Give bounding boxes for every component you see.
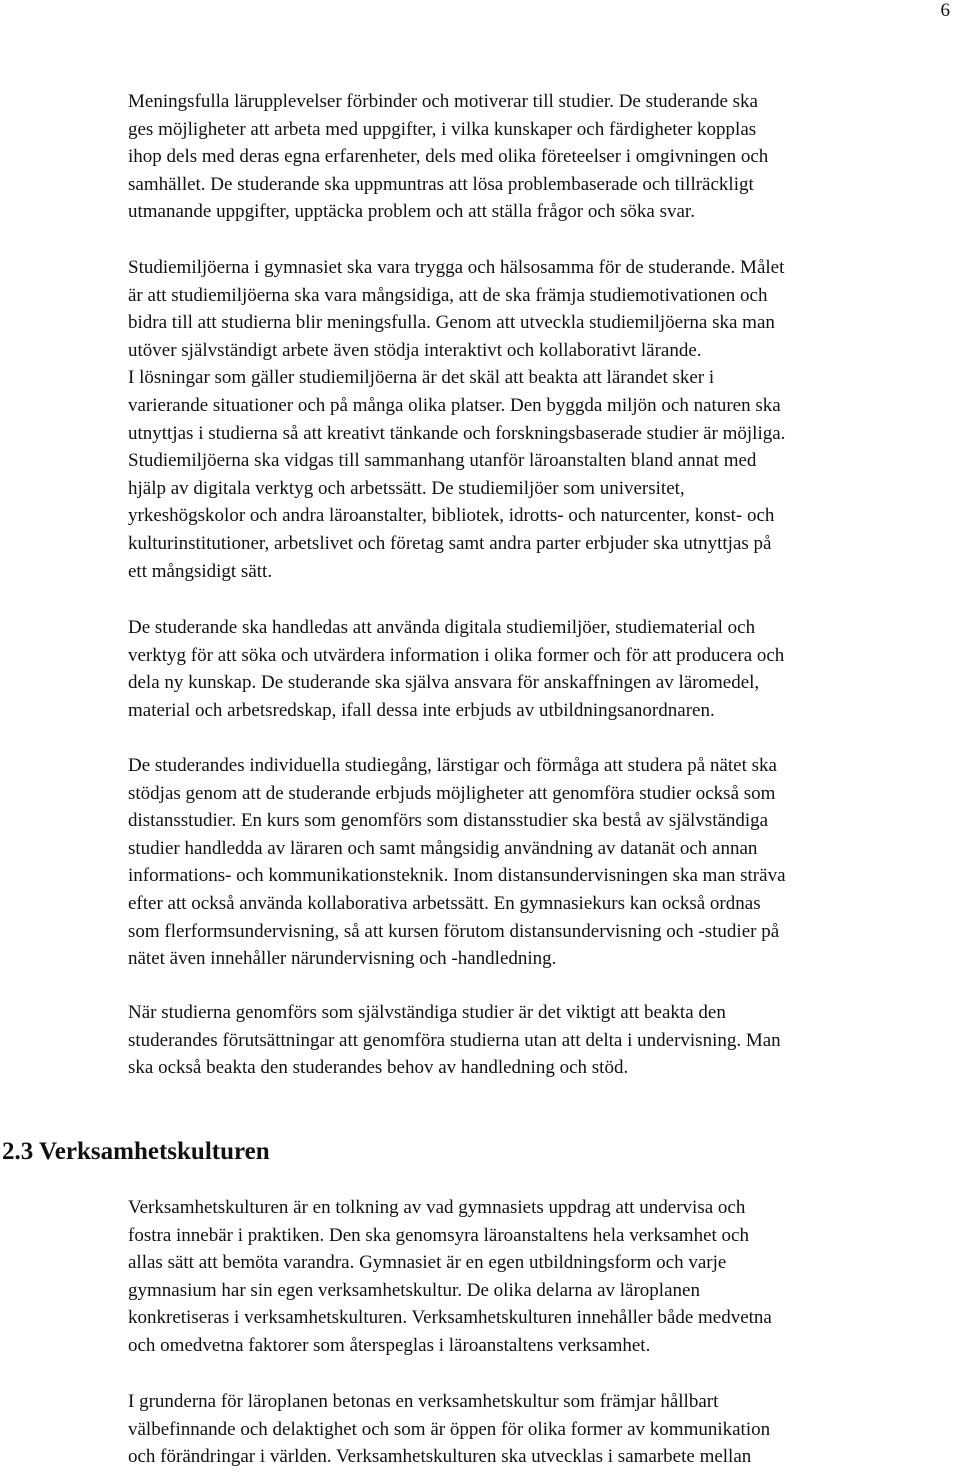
text-line: studerandes förutsättningar att genomföra studierna utan att delta i undervisning. Man: [128, 1029, 781, 1051]
text-line: samhället. De studerande ska uppmuntras att lösa problembaserade och tillräckligt: [128, 173, 754, 195]
paragraph-verksamhetskulturen: [128, 1194, 958, 1360]
text-line: varierande situationer och på många olika platser. Den byggda miljön och naturen ska: [128, 394, 781, 416]
paragraph-sjalvstandiga-studier: [128, 999, 958, 1082]
text-line: och omedvetna faktorer som återspeglas i läroanstaltens verksamhet.: [128, 1334, 651, 1356]
text-line: nätet även innehåller närundervisning och -handledning.: [128, 948, 557, 970]
paragraph-grunderna: [128, 1388, 958, 1471]
text-line: dela ny kunskap. De studerande ska själva ansvara för anskaffningen av läromedel,: [128, 672, 760, 694]
text-line: ges möjligheter att arbeta med uppgifter, i vilka kunskaper och färdigheter kopplas: [128, 118, 757, 140]
text-line: yrkeshögskolor och andra läroanstalter, bibliotek, idrotts- och naturcenter, konst- och: [128, 505, 775, 527]
text-line: utöver självständigt arbete även stödja interaktivt och kollaborativt lärande.: [128, 339, 702, 361]
text-line: är att studiemiljöerna ska vara mångsidiga, att de ska främja studiemotivationen och: [128, 284, 768, 306]
text-line: Studiemiljöerna i gymnasiet ska vara trygga och hälsosamma för de studerande. Målet: [128, 257, 785, 278]
paragraph-studiemiljoerna: [128, 254, 958, 585]
text-line: välbefinnande och delaktighet och som är öppen för olika former av kommunikation: [128, 1418, 771, 1440]
text-line: som flerformsundervisning, så att kursen förutom distansundervisning och -studier på: [128, 920, 780, 942]
text-line: ska också beakta den studerandes behov av handledning och stöd.: [128, 1057, 629, 1079]
text-line: konkretiseras i verksamhetskulturen. Verksamhetskulturen innehåller både medvetna: [128, 1307, 772, 1329]
text-line: Verksamhetskulturen är en tolkning av vad gymnasiets uppdrag att undervisa och: [128, 1197, 746, 1218]
text-line: ett mångsidigt sätt.: [128, 560, 273, 582]
text-line: och förändringar i världen. Verksamhetskulturen ska utvecklas i samarbete mellan: [128, 1446, 752, 1468]
text-line: distansstudier. En kurs som genomförs som distansstudier ska bestå av självständiga: [128, 810, 769, 832]
text-line: stödjas genom att de studerande erbjuds möjligheter att genomföra studier också som: [128, 782, 776, 804]
text-line: fostra innebär i praktiken. Den ska genomsyra läroanstaltens hela verksamhet och: [128, 1224, 749, 1246]
text-line: allas sätt att bemöta varandra. Gymnasiet är en egen utbildningsform och varje: [128, 1252, 727, 1274]
paragraph-distansstudier: [128, 752, 958, 973]
text-line: bidra till att studierna blir meningsfulla. Genom att utveckla studiemiljöerna ska man: [128, 312, 775, 334]
paragraph-digitala-studiemiljoer: [128, 614, 958, 724]
text-line: ihop dels med deras egna erfarenheter, dels med olika företeelser i omgivningen och: [128, 146, 769, 168]
text-line: hjälp av digitala verktyg och arbetssätt. De studiemiljöer som universitet,: [128, 477, 685, 499]
text-line: efter att också använda kollaborativa arbetssätt. En gymnasiekurs kan också ordnas: [128, 892, 761, 914]
page-number: 6: [940, 0, 950, 21]
section-heading: 2.3 Verksamhetskulturen: [2, 1138, 270, 1165]
text-line: material och arbetsredskap, ifall dessa inte erbjuds av utbildningsanordnaren.: [128, 699, 715, 721]
text-line: De studerande ska handledas att använda digitala studiemiljöer, studiematerial och: [128, 617, 756, 638]
text-line: Studiemiljöerna ska vidgas till sammanhang utanför läroanstalten bland annat med: [128, 450, 757, 472]
text-line: studier handledda av läraren och samt mångsidig användning av datanät och annan: [128, 837, 758, 859]
text-line: utmanande uppgifter, upptäcka problem och att ställa frågor och söka svar.: [128, 201, 695, 223]
text-line: verktyg för att söka och utvärdera information i olika former och för att producera och: [128, 644, 785, 666]
text-line: I grunderna för läroplanen betonas en verksamhetskultur som främjar hållbart: [128, 1391, 719, 1412]
text-line: I lösningar som gäller studiemiljöerna är det skäl att beakta att lärandet sker i: [128, 367, 715, 389]
paragraph-meningsfulla: [128, 88, 958, 226]
text-line: De studerandes individuella studiegång, lärstigar och förmåga att studera på nätet ska: [128, 755, 777, 776]
text-line: utnyttjas i studierna så att kreativt tänkande och forskningsbaserade studier är möjliga.: [128, 422, 786, 444]
text-line: Meningsfulla lärupplevelser förbinder och motiverar till studier. De studerande ska: [128, 91, 758, 112]
text-line: När studierna genomförs som självständiga studier är det viktigt att beakta den: [128, 1002, 726, 1023]
text-line: informations- och kommunikationsteknik. Inom distansundervisningen ska man sträva: [128, 865, 786, 887]
text-line: kulturinstitutioner, arbetslivet och företag samt andra parter erbjuder ska utnyttjas på: [128, 532, 772, 554]
text-line: gymnasium har sin egen verksamhetskultur. De olika delarna av läroplanen: [128, 1279, 700, 1301]
